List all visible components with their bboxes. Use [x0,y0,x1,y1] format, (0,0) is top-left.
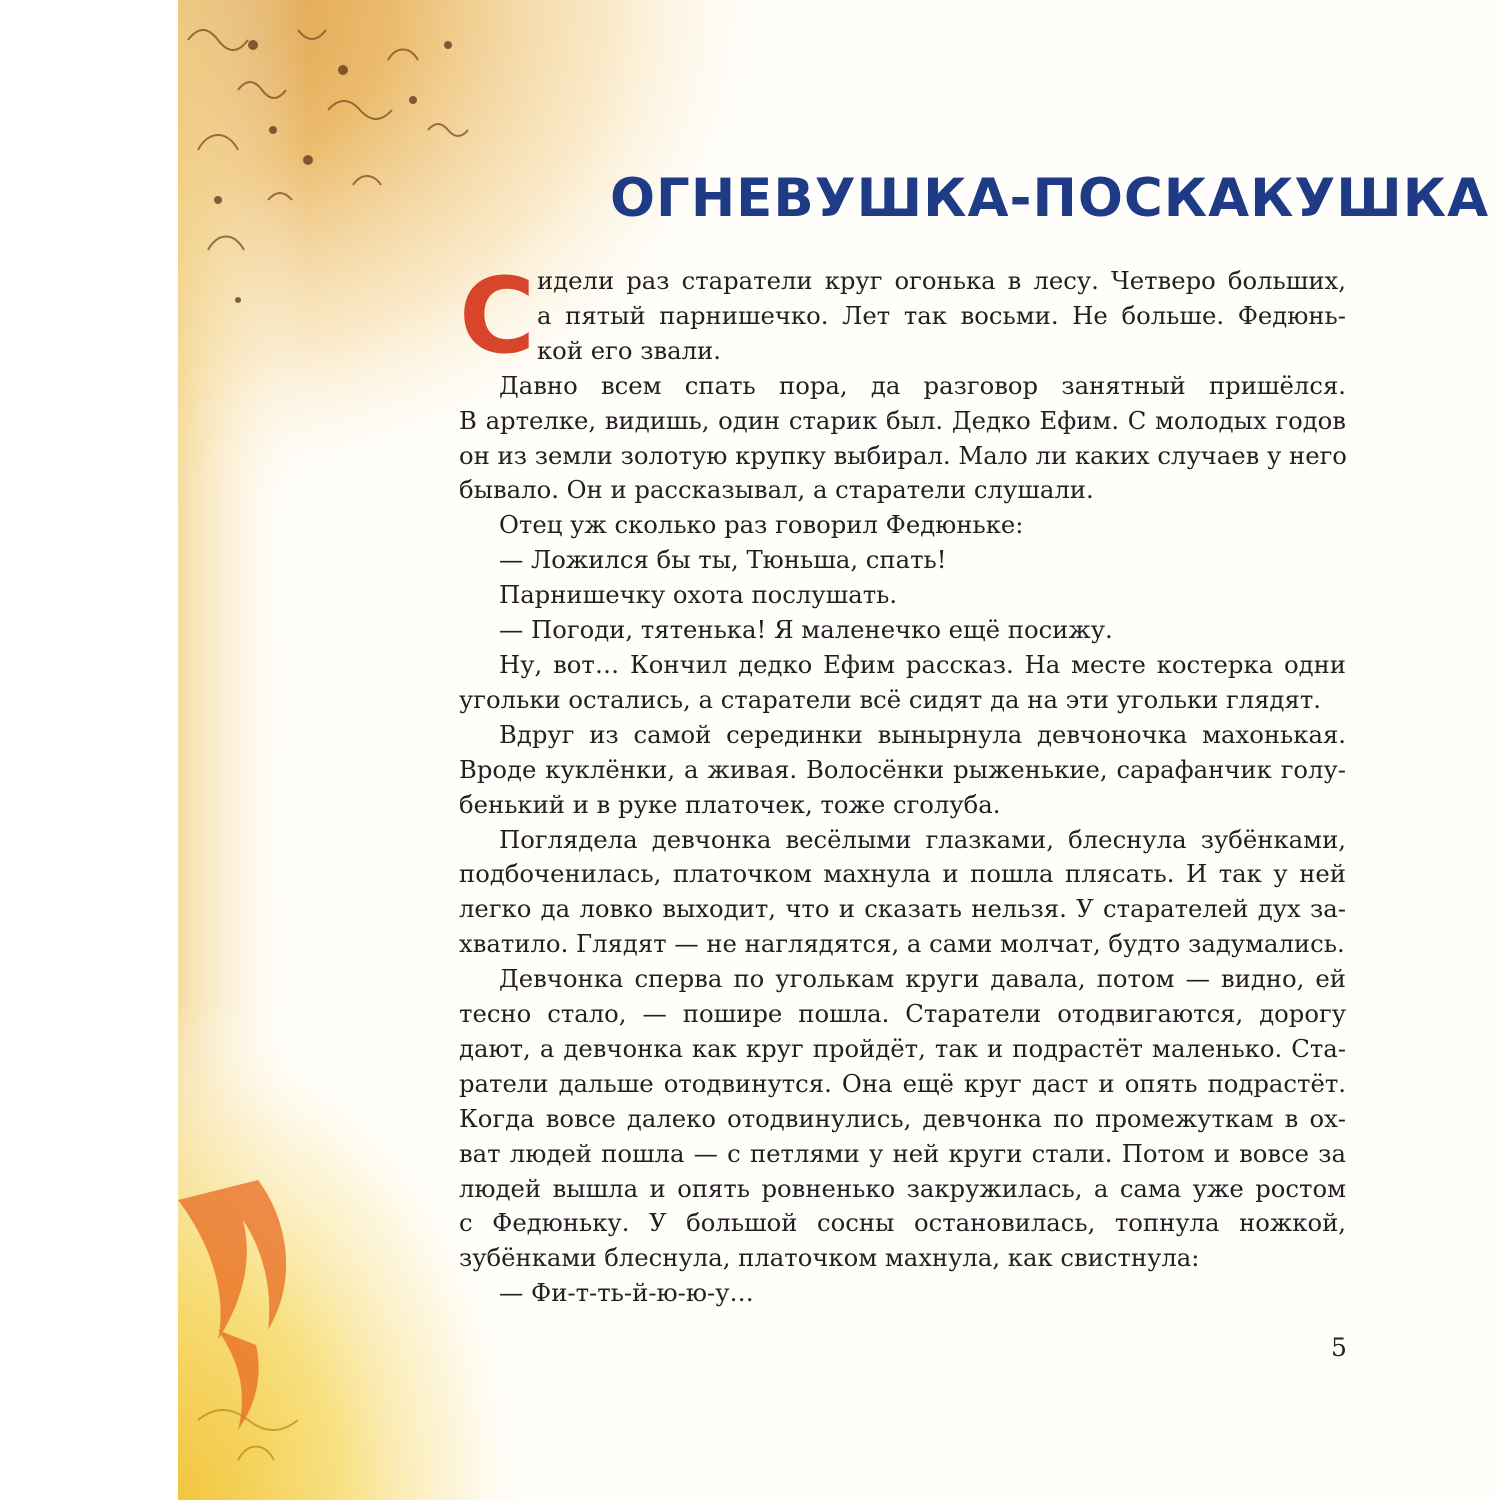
text-line: Парнишечку охота послушать. [499,580,898,610]
page-number: 5 [1331,1333,1347,1362]
paragraph [459,543,1346,578]
paragraph [459,718,1346,823]
paragraph [459,613,1346,648]
text-line: Отец уж сколько раз говорил Федюньке: [499,510,1024,540]
text-line: дают, а девчонка как круг пройдёт, так и подрастёт маленько. Ста- [459,1033,1346,1063]
text-line: Вдруг из самой серединки вынырнула девчоночка махонькая. [499,719,1346,749]
text-line: Девчонка сперва по уголькам круги давала, потом — видно, ей [499,964,1346,994]
text-line: с Федюньку. У большой сосны остановилась, топнула ножкой, [459,1208,1346,1238]
paragraph [459,369,1346,509]
paragraph [459,648,1346,718]
text-line: тесно стало, — пошире пошла. Старатели отодвигаются, дорогу [459,999,1346,1029]
text-line: В артелке, видишь, один старик был. Дедко Ефим. С молодых годов [459,405,1346,435]
story-text [459,255,1347,1311]
paragraph [459,962,1346,1276]
text-line: людей вышла и опять ровненько закружилась, а сама уже ростом [459,1173,1346,1203]
text-line: угольки остались, а старатели всё сидят да на эти угольки глядят. [459,684,1321,714]
paragraph [459,1276,1346,1311]
paragraph [459,508,1346,543]
text-line: кой его звали. [537,335,721,365]
paragraph [459,255,1346,377]
text-line: легко да ловко выходит, что и сказать нельзя. У старателей дух за- [459,894,1346,924]
drop-cap: С [459,255,536,377]
text-line: Поглядела девчонка весёлыми глазками, блеснула зубёнками, [499,824,1346,854]
paragraph [459,823,1346,963]
text-line: хватило. Глядят — не наглядятся, а сами молчат, будто задумались. [459,929,1345,959]
text-line: Ну, вот… Кончил дедко Ефим рассказ. На месте костерка одни [499,649,1346,679]
text-line: — Ложился бы ты, Тюньша, спать! [499,545,947,575]
text-line: бывало. Он и рассказывал, а старатели слушали. [459,475,1094,505]
text-line: идели раз старатели круг огонька в лесу. Четверо больших, [537,266,1346,295]
text-line: Давно всем спать пора, да разговор занятный пришёлся. [499,370,1346,400]
paragraph [459,578,1346,613]
text-line: подбоченилась, платочком махнула и пошла плясать. И так у ней [459,859,1346,889]
text-line: Вроде куклёнки, а живая. Волосёнки рыженькие, сарафанчик голу- [459,754,1346,784]
text-line: Когда вовсе далеко отодвинулись, девчонка по промежуткам в ох- [459,1103,1346,1133]
page-title: ОГНЕВУШКА-ПОСКАКУШКА [610,168,1490,229]
text-line: — Погоди, тятенька! Я маленечко ещё посижу. [499,615,1113,645]
text-line: зубёнками блеснула, платочком махнула, как свистнула: [459,1243,1200,1273]
text-line: бенький и в руке платочек, тоже сголуба. [459,789,1001,819]
text-line: а пятый парнишечко. Лет так восьми. Не больше. Федюнь- [537,300,1346,330]
text-line: — Фи-т-ть-й-ю-ю-у… [499,1278,754,1308]
text-line: ратели дальше отодвинутся. Она ещё круг даст и опять подрастёт. [459,1068,1346,1098]
book-page [178,0,1500,1500]
text-line: ват людей пошла — с петлями у ней круги стали. Потом и вовсе за [459,1138,1346,1168]
text-line: он из земли золотую крупку выбирал. Мало ли каких случаев у него [459,440,1347,470]
